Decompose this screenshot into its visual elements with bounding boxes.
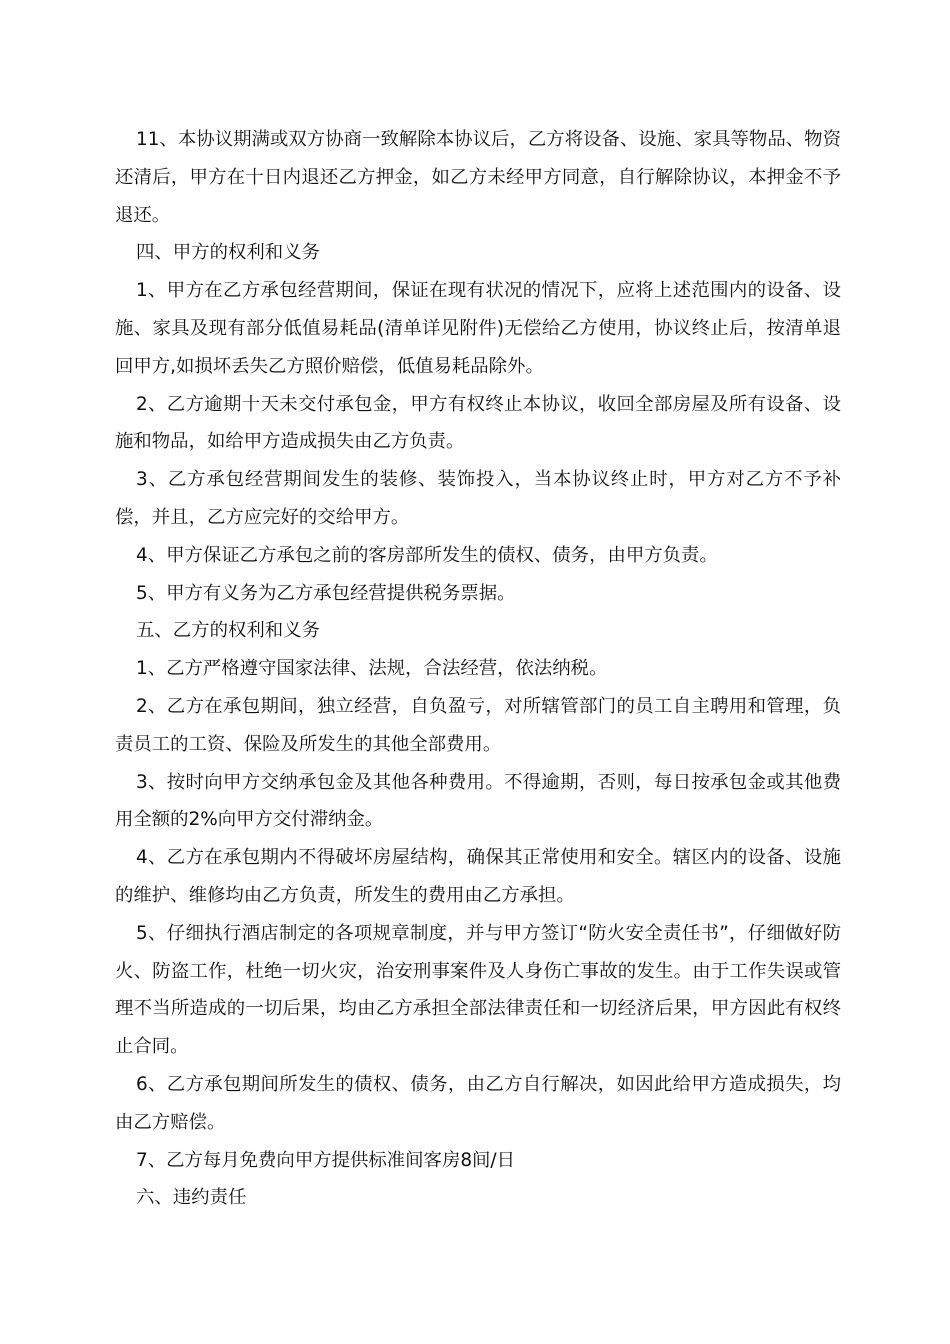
party-a-clause-4: 4、甲方保证乙方承包之前的客房部所发生的债权、债务，由甲方负责。 xyxy=(136,544,718,566)
party-b-clause-1: 1、乙方严格遵守国家法律、法规，合法经营，依法纳税。 xyxy=(136,658,608,680)
document-body xyxy=(115,121,841,1217)
party-b-clause-3: 3、按时向甲方交纳承包金及其他各种费用。不得逾期，否则，每日按承包金或其他费用全额的2%向甲方交付滞纳金。 xyxy=(115,771,841,831)
party-b-clause-2: 2、乙方在承包期间，独立经营，自负盈亏，对所辖管部门的员工自主聘用和管理，负责员工的工资、保险及所发生的其他全部费用。 xyxy=(115,695,841,755)
party-b-clause-5: 5、仔细执行酒店制定的各项规章制度，并与甲方签订“防火安全责任书”，仔细做好防火、防盗工作，杜绝一切火灾，治安刑事案件及人身伤亡事故的发生。由于工作失误或管理不当所造成的一切后果，均由乙方承担全部法律责任和一切经济后果，甲方因此有权终止合同。 xyxy=(115,922,841,1058)
clause-11: 11、本协议期满或双方协商一致解除本协议后，乙方将设备、设施、家具等物品、物资还清后，甲方在十日内退还乙方押金，如乙方未经甲方同意，自行解除协议，本押金不予退还。 xyxy=(115,129,841,226)
section-heading-party-b-rights: 五、乙方的权利和义务 xyxy=(136,620,320,642)
party-a-clause-3: 3、乙方承包经营期间发生的装修、装饰投入，当本协议终止时，甲方对乙方不予补偿，并且，乙方应完好的交给甲方。 xyxy=(115,469,841,528)
party-b-clause-4: 4、乙方在承包期内不得破坏房屋结构，确保其正常使用和安全。辖区内的设备、设施的维护、维修均由乙方负责，所发生的费用由乙方承担。 xyxy=(115,847,841,906)
party-b-clause-6: 6、乙方承包期间所发生的债权、债务，由乙方自行解决，如因此给甲方造成损失，均由乙方赔偿。 xyxy=(115,1073,841,1133)
section-heading-breach-liability: 六、违约责任 xyxy=(136,1187,247,1209)
party-a-clause-5: 5、甲方有义务为乙方承包经营提供税务票据。 xyxy=(136,582,516,604)
party-a-clause-2: 2、乙方逾期十天未交付承包金，甲方有权终止本协议，收回全部房屋及所有设备、设施和物品，如给甲方造成损失由乙方负责。 xyxy=(115,393,841,453)
party-b-clause-7: 7、乙方每月免费向甲方提供标准间客房8间/日 xyxy=(136,1149,516,1171)
party-a-clause-1: 1、甲方在乙方承包经营期间，保证在现有状况的情况下，应将上述范围内的设备、设施、家具及现有部分低值易耗品(清单详见附件)无偿给乙方使用，协议终止后，按清单退回甲方,如损坏丢失乙方照价赔偿，低值易耗品除外。 xyxy=(115,280,841,377)
section-heading-party-a-rights: 四、甲方的权利和义务 xyxy=(136,242,320,264)
